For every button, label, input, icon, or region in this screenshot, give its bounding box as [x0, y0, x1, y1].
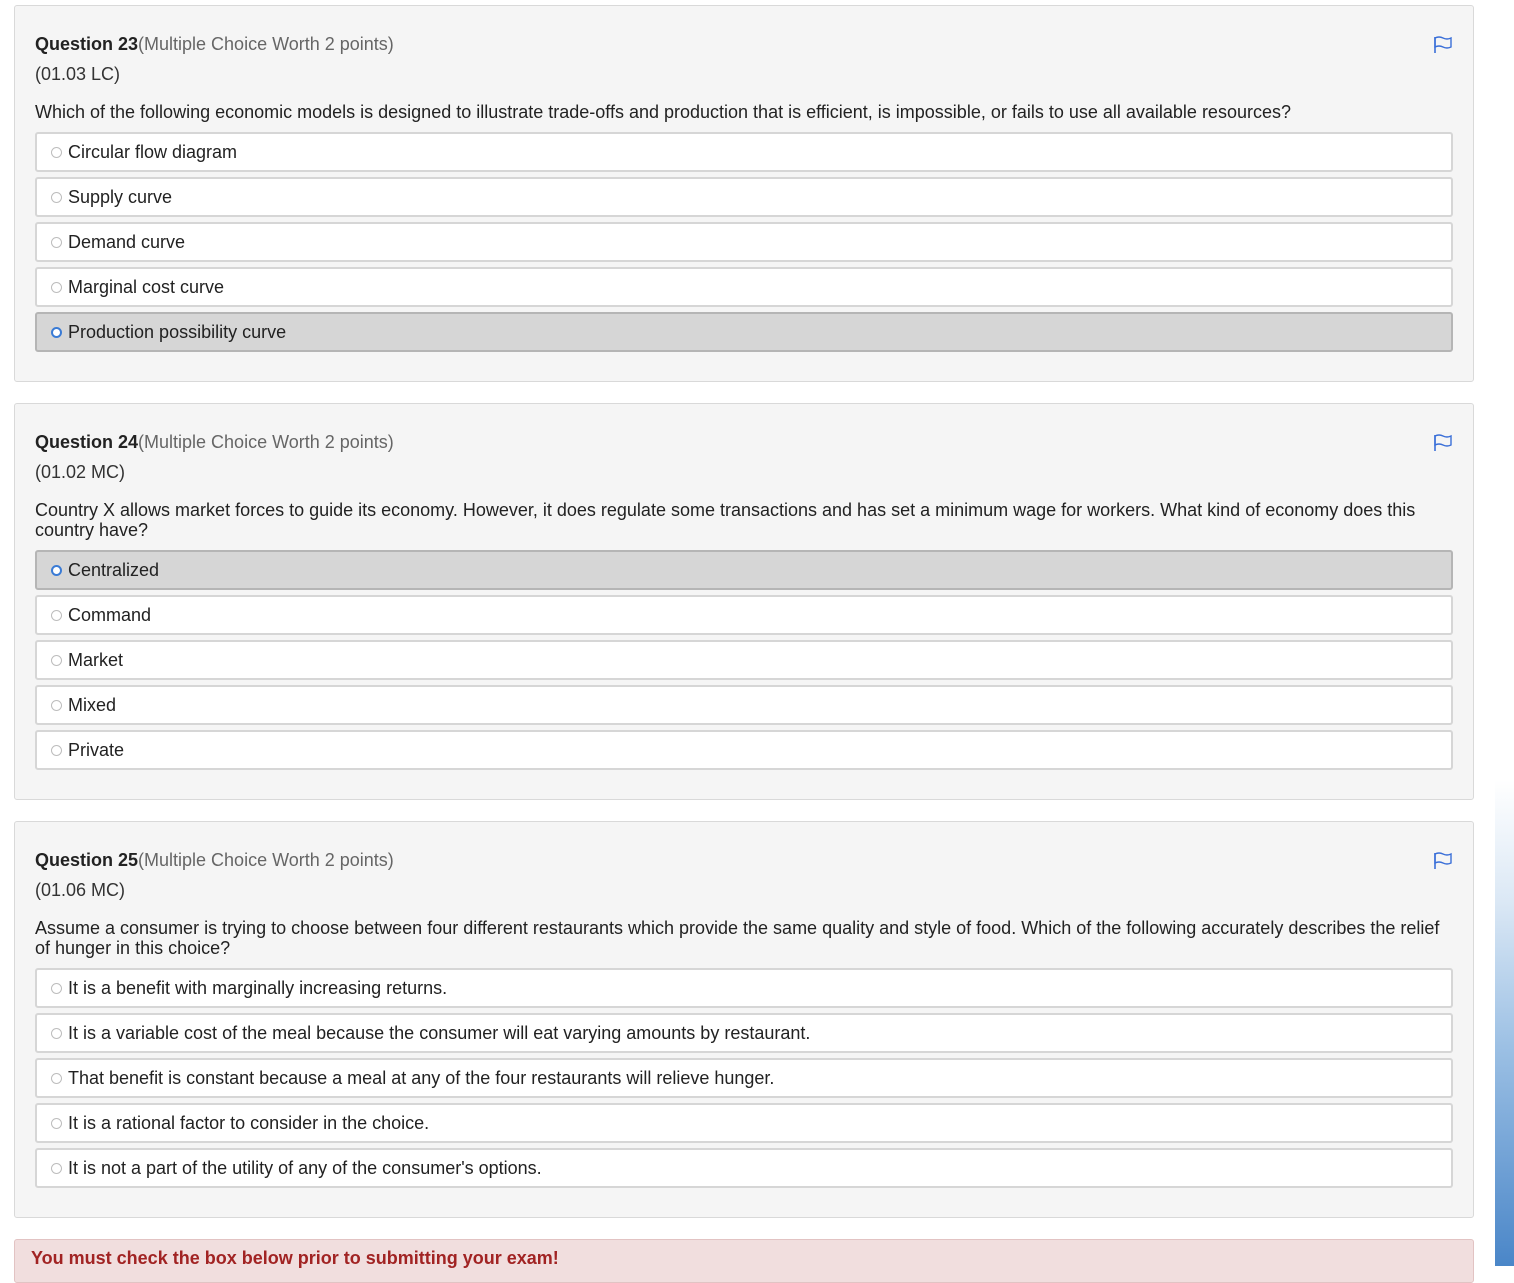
radio-button[interactable]	[51, 1163, 62, 1174]
question-card-23	[14, 5, 1474, 382]
question-type: (Multiple Choice Worth 2 points)	[138, 34, 394, 54]
option-label: That benefit is constant because a meal at any of the four restaurants will relieve hunger.	[68, 1067, 775, 1088]
option-label: Mixed	[68, 694, 117, 715]
option-label: It is a rational factor to consider in the choice.	[68, 1112, 430, 1133]
answer-option[interactable]	[35, 685, 1453, 725]
submission-warning-alert	[14, 1239, 1474, 1283]
flag-icon[interactable]	[1433, 852, 1453, 870]
answer-option-selected[interactable]	[35, 550, 1453, 590]
answer-option[interactable]	[35, 730, 1453, 770]
answer-option[interactable]	[35, 1013, 1453, 1053]
question-number: Question 23	[35, 34, 139, 54]
radio-button-selected[interactable]	[51, 327, 62, 338]
answer-option[interactable]	[35, 267, 1453, 307]
question-header	[35, 848, 1453, 872]
option-label: Centralized	[68, 559, 160, 580]
radio-button[interactable]	[51, 192, 62, 203]
question-code: (01.06 MC)	[35, 880, 126, 900]
radio-button[interactable]	[51, 655, 62, 666]
answer-option[interactable]	[35, 1103, 1453, 1143]
radio-button[interactable]	[51, 745, 62, 756]
flag-icon[interactable]	[1433, 36, 1453, 54]
question-card-24	[14, 403, 1474, 800]
question-code: (01.02 MC)	[35, 462, 126, 482]
question-text: Assume a consumer is trying to choose between four different restaurants which provide the same quality and style of food. Which of the following accurately describes the relief of hunger in this choice?	[35, 918, 1440, 958]
answer-option[interactable]	[35, 640, 1453, 680]
answer-option[interactable]	[35, 968, 1453, 1008]
option-label: Demand curve	[68, 231, 186, 252]
question-code: (01.03 LC)	[35, 64, 121, 84]
option-label: Production possibility curve	[68, 321, 287, 342]
option-label: Market	[68, 649, 124, 670]
radio-button[interactable]	[51, 1073, 62, 1084]
radio-button[interactable]	[51, 610, 62, 621]
question-number: Question 24	[35, 432, 139, 452]
window-edge-decoration	[1495, 780, 1514, 1266]
radio-button[interactable]	[51, 237, 62, 248]
flag-icon[interactable]	[1433, 434, 1453, 452]
answer-option[interactable]	[35, 1058, 1453, 1098]
radio-button[interactable]	[51, 983, 62, 994]
answer-option[interactable]	[35, 177, 1453, 217]
option-label: It is a variable cost of the meal because the consumer will eat varying amounts by restaurant.	[68, 1022, 811, 1043]
radio-button[interactable]	[51, 1028, 62, 1039]
radio-button[interactable]	[51, 1118, 62, 1129]
option-label: Private	[68, 739, 125, 760]
option-label: Circular flow diagram	[68, 141, 238, 162]
option-label: Command	[68, 604, 152, 625]
question-card-25	[14, 821, 1474, 1218]
answer-option-selected[interactable]	[35, 312, 1453, 352]
question-type: (Multiple Choice Worth 2 points)	[138, 432, 394, 452]
answer-option[interactable]	[35, 1148, 1453, 1188]
option-label: It is not a part of the utility of any of the consumer's options.	[68, 1157, 542, 1178]
answer-option[interactable]	[35, 132, 1453, 172]
option-label: Supply curve	[68, 186, 173, 207]
question-type: (Multiple Choice Worth 2 points)	[138, 850, 394, 870]
alert-text: You must check the box below prior to submitting your exam!	[31, 1248, 559, 1268]
radio-button[interactable]	[51, 282, 62, 293]
option-label: Marginal cost curve	[68, 276, 225, 297]
radio-button-selected[interactable]	[51, 565, 62, 576]
question-header	[35, 430, 1453, 454]
question-text: Country X allows market forces to guide its economy. However, it does regulate some transactions and has set a minimum wage for workers. What kind of economy does this country have?	[35, 500, 1416, 540]
question-text: Which of the following economic models is designed to illustrate trade-offs and production that is efficient, is impossible, or fails to use all available resources?	[35, 102, 1291, 122]
question-header	[35, 32, 1453, 56]
answer-option[interactable]	[35, 595, 1453, 635]
radio-button[interactable]	[51, 147, 62, 158]
option-label: It is a benefit with marginally increasing returns.	[68, 977, 448, 998]
answer-option[interactable]	[35, 222, 1453, 262]
question-number: Question 25	[35, 850, 139, 870]
radio-button[interactable]	[51, 700, 62, 711]
exam-question-list	[14, 5, 1474, 1283]
